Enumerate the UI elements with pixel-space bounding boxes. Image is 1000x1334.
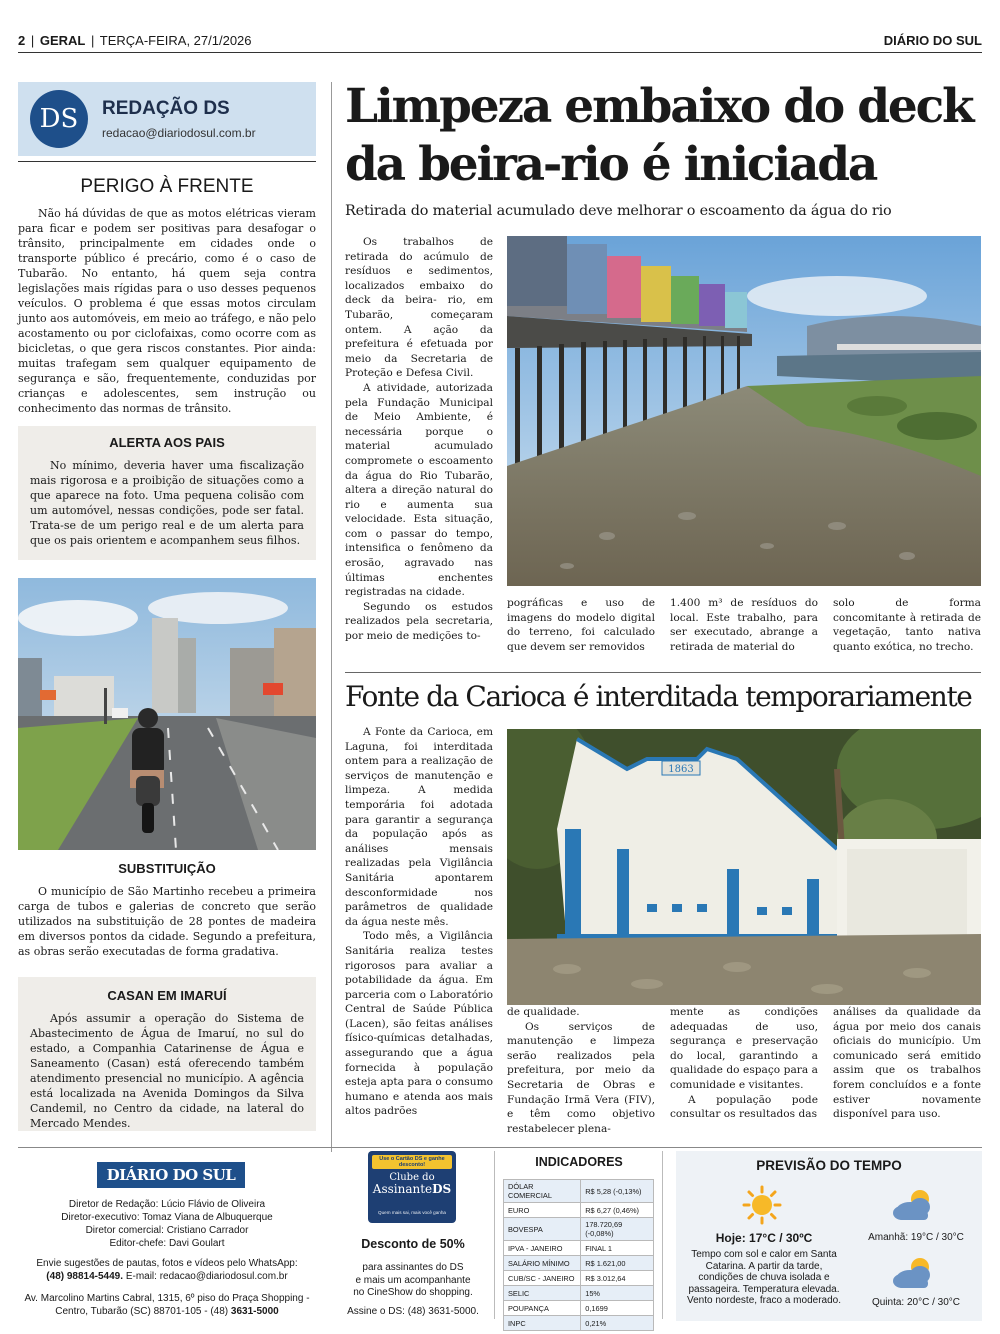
article1-col2-text: pográficas e uso de imagens do modelo digital do terreno, foi calculado que devem ser removidos bbox=[507, 597, 655, 653]
article1-col3 bbox=[670, 596, 818, 654]
article2-headline: Fonte da Carioca é interditada temporariamente bbox=[345, 680, 972, 713]
indicador-name: IPVA - JANEIRO bbox=[504, 1241, 581, 1256]
article1-col1-p3: Segundo os estudos realizados pela secretaria, por meio de medições to- bbox=[345, 600, 493, 643]
clube-card-ds: DS bbox=[432, 1182, 452, 1196]
clube-headline: Desconto de 50% bbox=[361, 1237, 465, 1251]
column-separator bbox=[331, 82, 332, 1152]
indicador-value: 15% bbox=[581, 1286, 654, 1301]
address-line2: Centro, Tubarão (SC) 88701-105 - (48) bbox=[55, 1306, 229, 1317]
article1-col1-p2: A atividade, autorizada pela Fundação Municipal de Meio Ambiente, é necessária porque o material acumulado compromete o escoamento da água do Rio Tubarão, altera a direção natural do rio e aumenta sua velocidade. Esta situação, com o passar do tempo, intensifica o fenômeno da erosão, agravado nas últimas enchentes registradas na cidade. bbox=[345, 381, 493, 599]
fountain-inscription: 1863 bbox=[668, 764, 694, 775]
clube-contact: Assine o DS: (48) 3631-5000. bbox=[347, 1306, 479, 1317]
expediente-line: Diretor de Redação: Lúcio Flávio de Oliveira bbox=[68, 1199, 266, 1210]
clube-text-line: para assinantes do DS bbox=[362, 1262, 464, 1273]
article1-col2 bbox=[507, 596, 655, 654]
article2-col1 bbox=[345, 725, 493, 1119]
clube-text bbox=[338, 1262, 488, 1300]
tempo-title: PREVISÃO DO TEMPO bbox=[756, 1158, 902, 1173]
fountain-photo bbox=[507, 729, 981, 1005]
clube-card-top: Use o Cartão DS e ganhe desconto! bbox=[372, 1155, 452, 1169]
perigo-body bbox=[18, 206, 316, 416]
indicador-value: R$ 5,28 (-0,13%) bbox=[581, 1180, 654, 1203]
indicador-name: CUB/SC - JANEIRO bbox=[504, 1271, 581, 1286]
contact-email[interactable]: E-mail: redacao@diariodosul.com.br bbox=[125, 1271, 288, 1282]
address-line1: Av. Marcolino Martins Cabral, 1315, 6º piso do Praça Shopping - bbox=[24, 1293, 310, 1304]
section-label: GERAL bbox=[39, 33, 86, 48]
clube-text-line: e mais um acompanhante bbox=[355, 1274, 471, 1286]
partly-cloudy-icon bbox=[890, 1187, 938, 1223]
article1-col1-p1: Os trabalhos de retirada do acúmulo de resíduos e sedimentos, localizados embaixo do deck da beira- rio, em Tubarão, começaram ontem. A ação da prefeitura é efetuada por meio da Secretaria de Proteção e Defesa Civil. bbox=[345, 236, 493, 380]
article2-col3-p2: A população pode consultar os resultados das bbox=[670, 1093, 818, 1121]
article2-col3-p1: mente as condições adequadas de uso, segurança e preservação do local, garantindo a qualidade do espaço para a comunidade e visitantes. bbox=[670, 1006, 818, 1091]
clube-card-title2: Assinante bbox=[372, 1182, 433, 1196]
indicador-value: 0,21% bbox=[581, 1316, 654, 1331]
substituicao-body bbox=[18, 884, 316, 959]
page-number: 2 bbox=[18, 33, 26, 48]
substituicao-heading: SUBSTITUIÇÃO bbox=[118, 861, 216, 876]
table-row bbox=[504, 1301, 654, 1316]
table-row bbox=[504, 1256, 654, 1271]
indicadores-table bbox=[503, 1179, 654, 1331]
phone-number: 3631-5000 bbox=[230, 1306, 279, 1317]
tempo-amanha-label: Amanhã: 19°C / 30°C bbox=[868, 1232, 964, 1243]
expediente-line: Diretor-executivo: Tomaz Viana de Albuquerque bbox=[61, 1212, 273, 1223]
tempo-box bbox=[676, 1151, 982, 1321]
indicador-value: R$ 1.621,00 bbox=[581, 1256, 654, 1271]
indicadores-right-rule bbox=[662, 1151, 663, 1319]
tempo-today-label: Hoje: 17°C / 30ºC bbox=[715, 1231, 813, 1245]
article2-col4 bbox=[833, 1005, 981, 1122]
header-rule bbox=[18, 52, 982, 53]
perigo-heading: PERIGO À FRENTE bbox=[80, 176, 254, 197]
redacao-email[interactable]: redacao@diariodosul.com.br bbox=[102, 126, 256, 140]
indicadores-title: INDICADORES bbox=[535, 1155, 623, 1169]
article2-col2 bbox=[507, 1005, 655, 1136]
redacao-title: REDAÇÃO DS bbox=[102, 98, 230, 119]
table-row bbox=[504, 1286, 654, 1301]
casan-text: Após assumir a operação do Sistema de Abastecimento de Água de Imaruí, no sul do estado, a Companhia Catarinense de Água e Saneamento (Casan) está oferecendo também atendimento presencial no município. A agência está localizada na Avenida Domingos da Silva Candemil, no Centro da cidade, na lateral do Mercado Mendes. bbox=[30, 1012, 304, 1130]
article2-col3 bbox=[670, 1005, 818, 1122]
expediente-staff bbox=[18, 1198, 316, 1250]
indicador-name: SALÁRIO MÍNIMO bbox=[504, 1256, 581, 1271]
alerta-box bbox=[18, 426, 316, 560]
clube-card-sub: Quem mais sai, mais você ganha bbox=[378, 1210, 446, 1215]
sun-icon bbox=[742, 1185, 782, 1225]
article2-col2-p1: de qualidade. bbox=[507, 1006, 580, 1018]
indicador-name: POUPANÇA bbox=[504, 1301, 581, 1316]
footer-rule bbox=[18, 1147, 982, 1148]
contact-line: Envie sugestões de pautas, fotos e vídeos pelo WhatsApp: bbox=[36, 1258, 298, 1269]
casan-box bbox=[18, 977, 316, 1131]
alerta-heading: ALERTA AOS PAIS bbox=[109, 435, 225, 450]
page-header-left: 2 | GERAL | TERÇA-FEIRA, 27/1/2026 bbox=[18, 33, 252, 48]
indicador-name: BOVESPA bbox=[504, 1218, 581, 1241]
indicador-name: DÓLAR COMERCIAL bbox=[504, 1180, 581, 1203]
table-row bbox=[504, 1316, 654, 1331]
indicadores-left-rule bbox=[494, 1151, 495, 1319]
article2-col2-p2: Os serviços de manutenção e limpeza serão realizados pela prefeitura, por meio da Secretaria de Obras e Fundação Irmã Vera (FIV), e têm como objetivo restabelecer plena- bbox=[507, 1020, 655, 1135]
ds-logo: DS bbox=[30, 90, 88, 148]
expediente-line: Diretor comercial: Cristiano Carrador bbox=[85, 1225, 249, 1236]
clube-text-line: no CineShow do shopping. bbox=[353, 1287, 473, 1298]
table-row bbox=[504, 1218, 654, 1241]
indicador-name: SELIC bbox=[504, 1286, 581, 1301]
article1-col1 bbox=[345, 235, 493, 644]
article1-col3-text: 1.400 m³ de resíduos do local. Este trabalho, para ser executado, abrange a retirada de material do bbox=[670, 597, 818, 653]
table-row bbox=[504, 1203, 654, 1218]
page-date: TERÇA-FEIRA, 27/1/2026 bbox=[99, 33, 252, 48]
page-header-brand: DIÁRIO DO SUL bbox=[883, 33, 982, 48]
clube-card-title1: Clube do bbox=[389, 1172, 435, 1183]
table-row bbox=[504, 1241, 654, 1256]
redacao-rule bbox=[18, 161, 316, 162]
partly-cloudy-icon bbox=[890, 1255, 938, 1291]
clube-card bbox=[368, 1151, 456, 1223]
indicador-value: R$ 3.012,64 bbox=[581, 1271, 654, 1286]
article1-col4 bbox=[833, 596, 981, 654]
deck-photo bbox=[507, 236, 981, 586]
casan-heading: CASAN EM IMARUÍ bbox=[107, 988, 227, 1003]
substituicao-text: O município de São Martinho recebeu a primeira carga de tubos e galerias de concreto que serão utilizados na substituição de 28 pontes de madeira em diversos pontos da cidade. Segundo a prefeitura, as obras serão executadas de forma gradativa. bbox=[18, 885, 316, 958]
tempo-quinta-label: Quinta: 20°C / 30°C bbox=[871, 1297, 961, 1308]
tempo-today-text: Tempo com sol e calor em Santa Catarina. A partir da tarde, condições de chuva isolada e passageira. Temperatura elevada. Vento nordeste, fraco a moderado. bbox=[687, 1249, 841, 1307]
indicador-name: EURO bbox=[504, 1203, 581, 1218]
indicador-value: 0,1699 bbox=[581, 1301, 654, 1316]
indicador-value: FINAL 1 bbox=[581, 1241, 654, 1256]
article1-col4-text: solo de forma concomitante à retirada de vegetação, tanto nativa quanto exótica, no trecho. bbox=[833, 597, 981, 653]
redacao-box bbox=[18, 82, 316, 156]
expediente-contact bbox=[18, 1257, 316, 1283]
article1-title-line2: da beira-rio é iniciada bbox=[345, 137, 877, 192]
table-row bbox=[504, 1180, 654, 1203]
article2-col1-p1: A Fonte da Carioca, em Laguna, foi interditada ontem para a realização de serviços de manutenção e limpeza. A medida temporária foi adotada para garantir a segurança da população após as análises mensais realizadas pela Vigilância Sanitária apontarem desconformidade nos parâmetros de qualidade da água neste mês. bbox=[345, 726, 493, 928]
expediente-logo: DIÁRIO DO SUL bbox=[97, 1162, 245, 1188]
perigo-text: Não há dúvidas de que as motos elétricas vieram para ficar e podem ser positivas para desafogar o trânsito, principalmente em cidades onde o transporte público é precário, como é o caso de Tubarão. No entanto, há quem seja contra legislações mais rígidas para o uso desses pequenos veículos. O problema é que essas motos circulam junto aos automóveis, em meio ao tráfego, e não pelo acostamento ou por ciclofaixas, como ocorre com as bicicletas, o que gera riscos constantes. Pior ainda: muitas trafegam sem qualquer equipamento de segurança e são, frequentemente, conduzidas por crianças e adolescentes, sem instrução ou conhecimento das normas de trânsito. bbox=[18, 207, 316, 415]
table-row bbox=[504, 1271, 654, 1286]
motorbike-photo bbox=[18, 578, 316, 850]
alerta-text: No mínimo, deveria haver uma fiscalização mais rigorosa e a proibição de situações como a que aparece na foto. Uma pequena colisão com um automóvel, nessas condições, pode ser fatal. Trata-se de um perigo real e de um alerta para que os pais orientem e acompanhem seus filhos. bbox=[30, 459, 304, 547]
article2-col1-p2: Todo mês, a Vigilância Sanitária realiza testes rigorosos para avaliar a potabilidade da água. Em parceria com o Laboratório Central de Saúde Pública (Lacen), são feitas análises físico-químicas detalhadas, assegurando que a água fornecida à população esteja apta para o consumo humano e atenda aos mais altos padrões bbox=[345, 930, 493, 1118]
article2-col4-text: análises da qualidade da água por meio dos canais oficiais do município. Um comunicado será emitido assim que os trabalhos forem concluídos e a fonte estiver novamente disponível para uso. bbox=[833, 1006, 981, 1121]
indicador-value: 178.720,69 (-0,08%) bbox=[581, 1218, 654, 1241]
expediente-address bbox=[18, 1292, 316, 1318]
article1-subtitle: Retirada do material acumulado deve melhorar o escoamento da água do rio bbox=[345, 203, 892, 219]
article1-headline bbox=[345, 78, 985, 194]
article-divider bbox=[345, 672, 981, 673]
indicador-name: INPC bbox=[504, 1316, 581, 1331]
article1-title-line1: Limpeza embaixo do deck bbox=[345, 79, 973, 134]
indicador-value: R$ 6,27 (0,46%) bbox=[581, 1203, 654, 1218]
whatsapp-number[interactable]: (48) 98814-5449. bbox=[46, 1271, 124, 1282]
expediente-line: Editor-chefe: Davi Goulart bbox=[109, 1238, 225, 1249]
